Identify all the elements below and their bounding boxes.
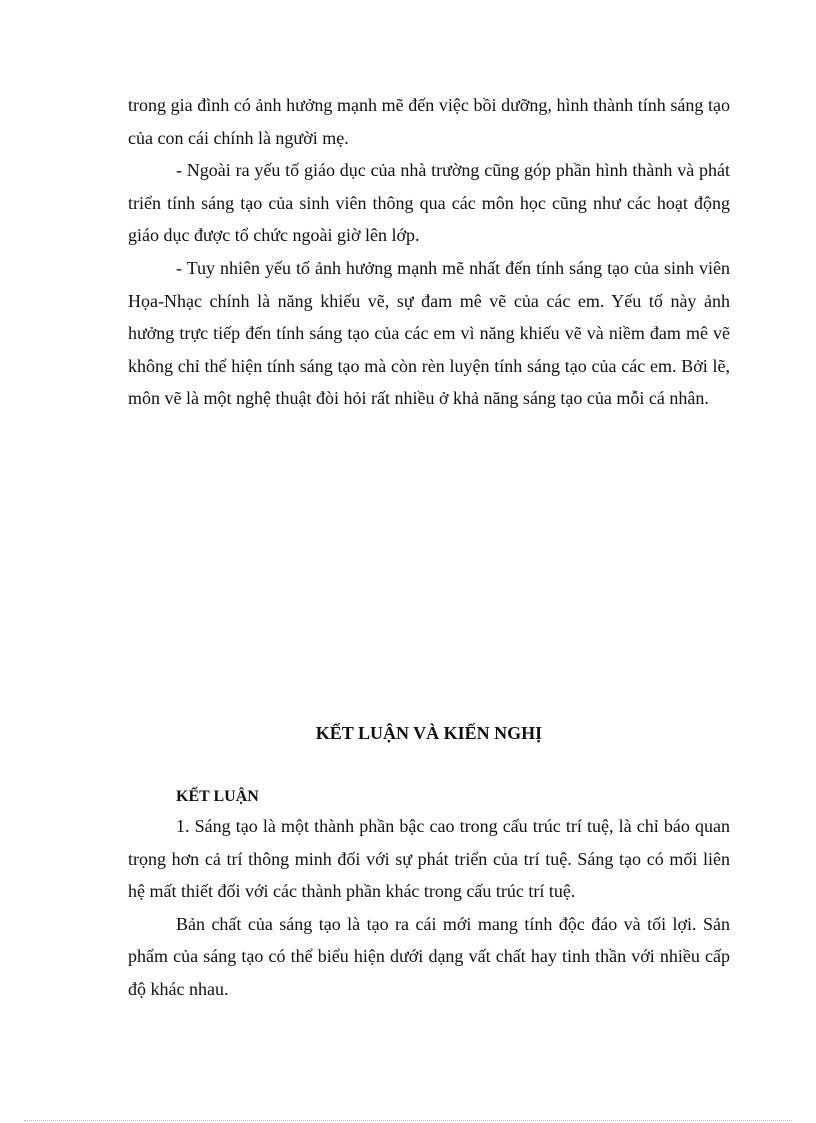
conclusion-text-block: [128, 810, 730, 1006]
page-bottom-border: [24, 1120, 792, 1121]
paragraph-continuation: trong gia đình có ảnh hưởng mạnh mẽ đến việc bồi dưỡng, hình thành tính sáng tạo của con cái chính là người mẹ.: [128, 95, 730, 148]
subsection-heading: KẾT LUẬN: [176, 788, 259, 805]
section-heading: KẾT LUẬN VÀ KIẾN NGHỊ: [315, 723, 543, 743]
conclusion-paragraph-2: Bản chất của sáng tạo là tạo ra cái mới mang tính độc đáo và tối lợi. Sản phẩm của sáng tạo có thể biểu hiện dưới dạng vất chất hay tinh thần với nhiều cấp độ khác nhau.: [128, 913, 730, 999]
paragraph-school-factor: - Ngoài ra yếu tố giáo dục của nhà trường cũng góp phần hình thành và phát triển tính sáng tạo của sinh viên thông qua các môn học cũng như các hoạt động giáo dục được tổ chức ngoài giờ lên lớp.: [128, 160, 730, 246]
top-text-block: [128, 89, 730, 415]
conclusion-paragraph-1: 1. Sáng tạo là một thành phần bậc cao trong cấu trúc trí tuệ, là chỉ báo quan trọng hơn cả trí thông minh đối với sự phát triển của trí tuệ. Sáng tạo có mối liên hệ mất thiết đối với các thành phần khác trong cấu trúc trí tuệ.: [128, 816, 730, 902]
paragraph-talent-factor: - Tuy nhiên yếu tố ảnh hưởng mạnh mẽ nhất đến tính sáng tạo của sinh viên Họa-Nhạc chính là năng khiếu vẽ, sự đam mê vẽ của các em. Yếu tố này ảnh hưởng trực tiếp đến tính sáng tạo của các em vì năng khiếu vẽ và niềm đam mê vẽ không chỉ thể hiện tính sáng tạo mà còn rèn luyện tính sáng tạo của các em. Bởi lẽ, môn vẽ là một nghệ thuật đòi hỏi rất nhiều ở khả năng sáng tạo của mỗi cá nhân.: [128, 257, 730, 409]
